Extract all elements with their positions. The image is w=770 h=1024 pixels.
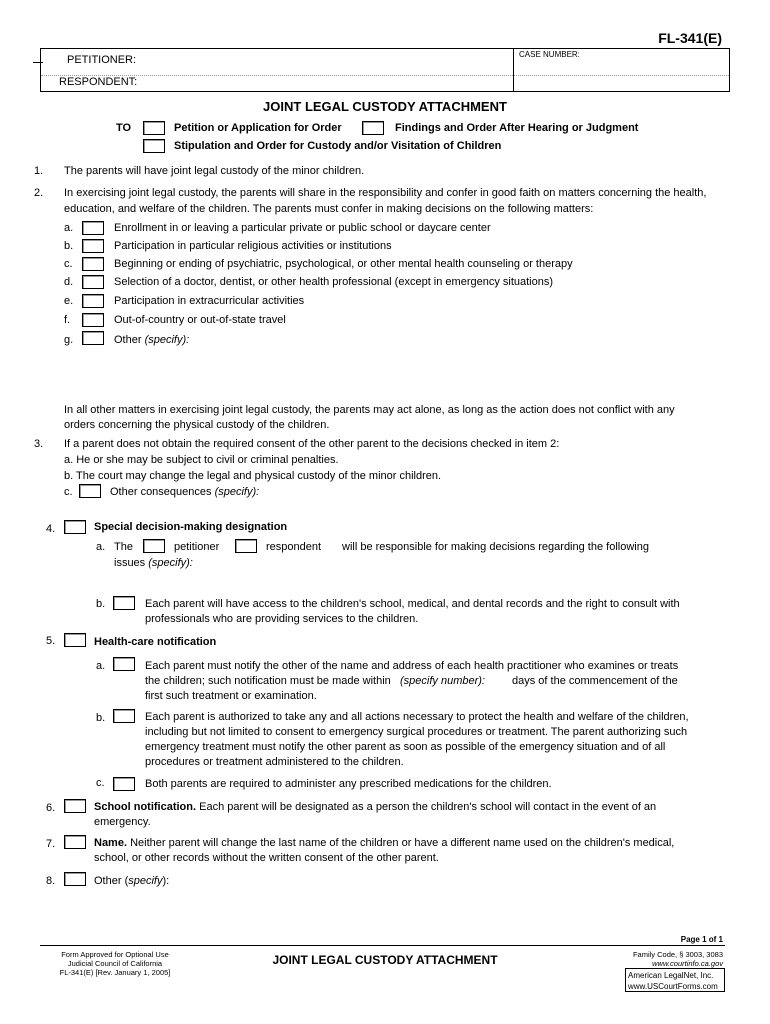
page-number: Page 1 of 1 — [680, 935, 723, 944]
item3c-checkbox[interactable] — [79, 484, 101, 498]
item5a-line2-specify: (specify number): — [400, 675, 485, 687]
item2g-checkbox[interactable] — [82, 331, 104, 345]
respondent-label: RESPONDENT: — [59, 76, 138, 88]
item5-number: 5. — [46, 635, 56, 647]
item1-number: 1. — [34, 165, 44, 177]
item2e-text: Participation in extracurricular activities — [114, 295, 305, 307]
item3-number: 3. — [34, 438, 44, 450]
item5b-line3: emergency treatment must notify the other parent as soon as possible of the emergency situation and of all — [145, 741, 666, 753]
item3b-text: b. The court may change the legal and physical custody of the minor children. — [64, 470, 442, 482]
item6-line1: School notification. Each parent will be designated as a person the children's school will contact in the event of an — [94, 801, 657, 813]
item2c-checkbox[interactable] — [82, 257, 104, 271]
item2c-text: Beginning or ending of psychiatric, psychological, or other mental health counseling or therapy — [114, 258, 573, 270]
item5b-line2: including but not limited to consent to emergency surgical procedures or treatment. The parent authorizing such — [145, 726, 688, 738]
legalnet-name: American LegalNet, Inc. — [628, 971, 714, 980]
stipulation-checkbox[interactable] — [143, 139, 165, 153]
legalnet-box — [625, 968, 725, 992]
item2d-letter: d. — [64, 276, 74, 288]
item5a-letter: a. — [96, 660, 106, 672]
item2f-checkbox[interactable] — [82, 313, 104, 327]
item5-heading: Health-care notification — [94, 636, 217, 648]
findings-option-label: Findings and Order After Hearing or Judgment — [395, 122, 639, 134]
item4a-letter: a. — [96, 541, 106, 553]
item4a-issues: issues (specify): — [114, 557, 193, 569]
footer-left-2: Judicial Council of California — [67, 959, 163, 968]
item4a-rest: will be responsible for making decisions regarding the following — [342, 541, 649, 553]
item7-line1: Name. Neither parent will change the last name of the children or have a different name used on the children's medical, — [94, 837, 675, 849]
item2f-letter: f. — [64, 314, 71, 326]
item2a-checkbox[interactable] — [82, 221, 104, 235]
footer-left-3: FL-341(E) [Rev. January 1, 2005] — [59, 968, 171, 977]
item7-line2: school, or other records without the written consent of the other parent. — [94, 852, 439, 864]
item2-number: 2. — [34, 187, 44, 199]
item5c-checkbox[interactable] — [113, 777, 135, 791]
item4b-letter: b. — [96, 598, 106, 610]
item4b-line1: Each parent will have access to the children's school, medical, and dental records and the right to consult with — [145, 598, 680, 610]
item2e-checkbox[interactable] — [82, 294, 104, 308]
item1-text: The parents will have joint legal custody of the minor children. — [64, 165, 365, 177]
item3c-label: Other consequences (specify): — [110, 486, 260, 498]
findings-checkbox[interactable] — [362, 121, 384, 135]
item2b-letter: b. — [64, 240, 74, 252]
item5b-line4: procedures or treatment administered to the children. — [145, 756, 404, 768]
item8-number: 8. — [46, 875, 56, 887]
item5b-letter: b. — [96, 712, 106, 724]
item4a-respondent-checkbox[interactable] — [235, 539, 257, 553]
item2d-text: Selection of a doctor, dentist, or other health professional (except in emergency situations) — [114, 276, 554, 288]
item4-checkbox[interactable] — [64, 520, 86, 534]
item3c-letter: c. — [64, 486, 73, 498]
footer-right-2: www.courtinfo.ca.gov — [652, 959, 723, 968]
item2a-letter: a. — [64, 222, 74, 234]
item2a-text: Enrollment in or leaving a particular private or public school or daycare center — [114, 222, 491, 234]
to-label: TO — [116, 122, 132, 134]
item8-checkbox[interactable] — [64, 872, 86, 886]
item2e-letter: e. — [64, 295, 74, 307]
petitioner-label: PETITIONER: — [67, 54, 137, 66]
item3a-text: a. He or she may be subject to civil or criminal penalties. — [64, 454, 339, 466]
item2b-checkbox[interactable] — [82, 239, 104, 253]
item2-other-matters-line1: In all other matters in exercising joint legal custody, the parents may act alone, as long as the action does not conflict with any — [64, 404, 675, 416]
case-caption — [40, 48, 730, 92]
item7-checkbox[interactable] — [64, 835, 86, 849]
item4b-checkbox[interactable] — [113, 596, 135, 610]
case-number-label: CASE NUMBER: — [519, 50, 580, 59]
item2-line1: In exercising joint legal custody, the parents will share in the responsibility and confer in good faith on matters concerning the health, — [64, 187, 707, 199]
item6-checkbox[interactable] — [64, 799, 86, 813]
item4a-petitioner-checkbox[interactable] — [143, 539, 165, 553]
item5c-text: Both parents are required to administer any prescribed medications for the children. — [145, 778, 552, 790]
stipulation-option-label: Stipulation and Order for Custody and/or Visitation of Children — [174, 140, 502, 152]
item2c-letter: c. — [64, 258, 73, 270]
item2f-text: Out-of-country or out-of-state travel — [114, 314, 286, 326]
item4-heading: Special decision-making designation — [94, 521, 288, 533]
item2g-letter: g. — [64, 334, 74, 346]
item5a-line3: first such treatment or examination. — [145, 690, 317, 702]
item2-line2: education, and welfare of the children. The parents must confer in making decisions on the following matters: — [64, 203, 594, 215]
petition-option-label: Petition or Application for Order — [174, 122, 342, 134]
item7-number: 7. — [46, 838, 56, 850]
item8-label: Other (specify): — [94, 875, 170, 887]
page-title: JOINT LEGAL CUSTODY ATTACHMENT — [263, 99, 507, 114]
item5a-line1: Each parent must notify the other of the name and address of each health practitioner who examines or treats — [145, 660, 679, 672]
legalnet-url[interactable]: www.USCourtForms.com — [628, 982, 718, 991]
item3-text: If a parent does not obtain the required consent of the other parent to the decisions checked in item 2: — [64, 438, 560, 450]
form-number: FL-341(E) — [658, 30, 722, 46]
item6-number: 6. — [46, 802, 56, 814]
item5a-checkbox[interactable] — [113, 657, 135, 671]
item4-number: 4. — [46, 523, 56, 535]
item5c-letter: c. — [96, 777, 105, 789]
item5-checkbox[interactable] — [64, 633, 86, 647]
petition-checkbox[interactable] — [143, 121, 165, 135]
item4b-line2: professionals who are providing services to the children. — [145, 613, 419, 625]
item2g-label: Other (specify): — [114, 334, 190, 346]
item5b-checkbox[interactable] — [113, 709, 135, 723]
item5a-line2-pre: the children; such notification must be made within — [145, 675, 391, 687]
item2d-checkbox[interactable] — [82, 275, 104, 289]
item2-other-matters-line2: orders concerning the physical custody of the children. — [64, 419, 330, 431]
footer-left-1: Form Approved for Optional Use — [61, 950, 169, 959]
item6-line2: emergency. — [94, 816, 151, 828]
footer-right-1: Family Code, § 3003, 3083 — [632, 950, 723, 959]
footer-rule — [40, 945, 725, 946]
item4a-the: The — [114, 541, 133, 553]
footer-title: JOINT LEGAL CUSTODY ATTACHMENT — [272, 953, 498, 967]
item2b-text: Participation in particular religious activities or institutions — [114, 240, 392, 252]
item5a-line2-post: days of the commencement of the — [512, 675, 678, 687]
item5b-line1: Each parent is authorized to take any and all actions necessary to protect the health and welfare of the children, — [145, 711, 689, 723]
item4a-respondent-label: respondent — [266, 541, 322, 553]
item4a-petitioner-label: petitioner — [174, 541, 220, 553]
